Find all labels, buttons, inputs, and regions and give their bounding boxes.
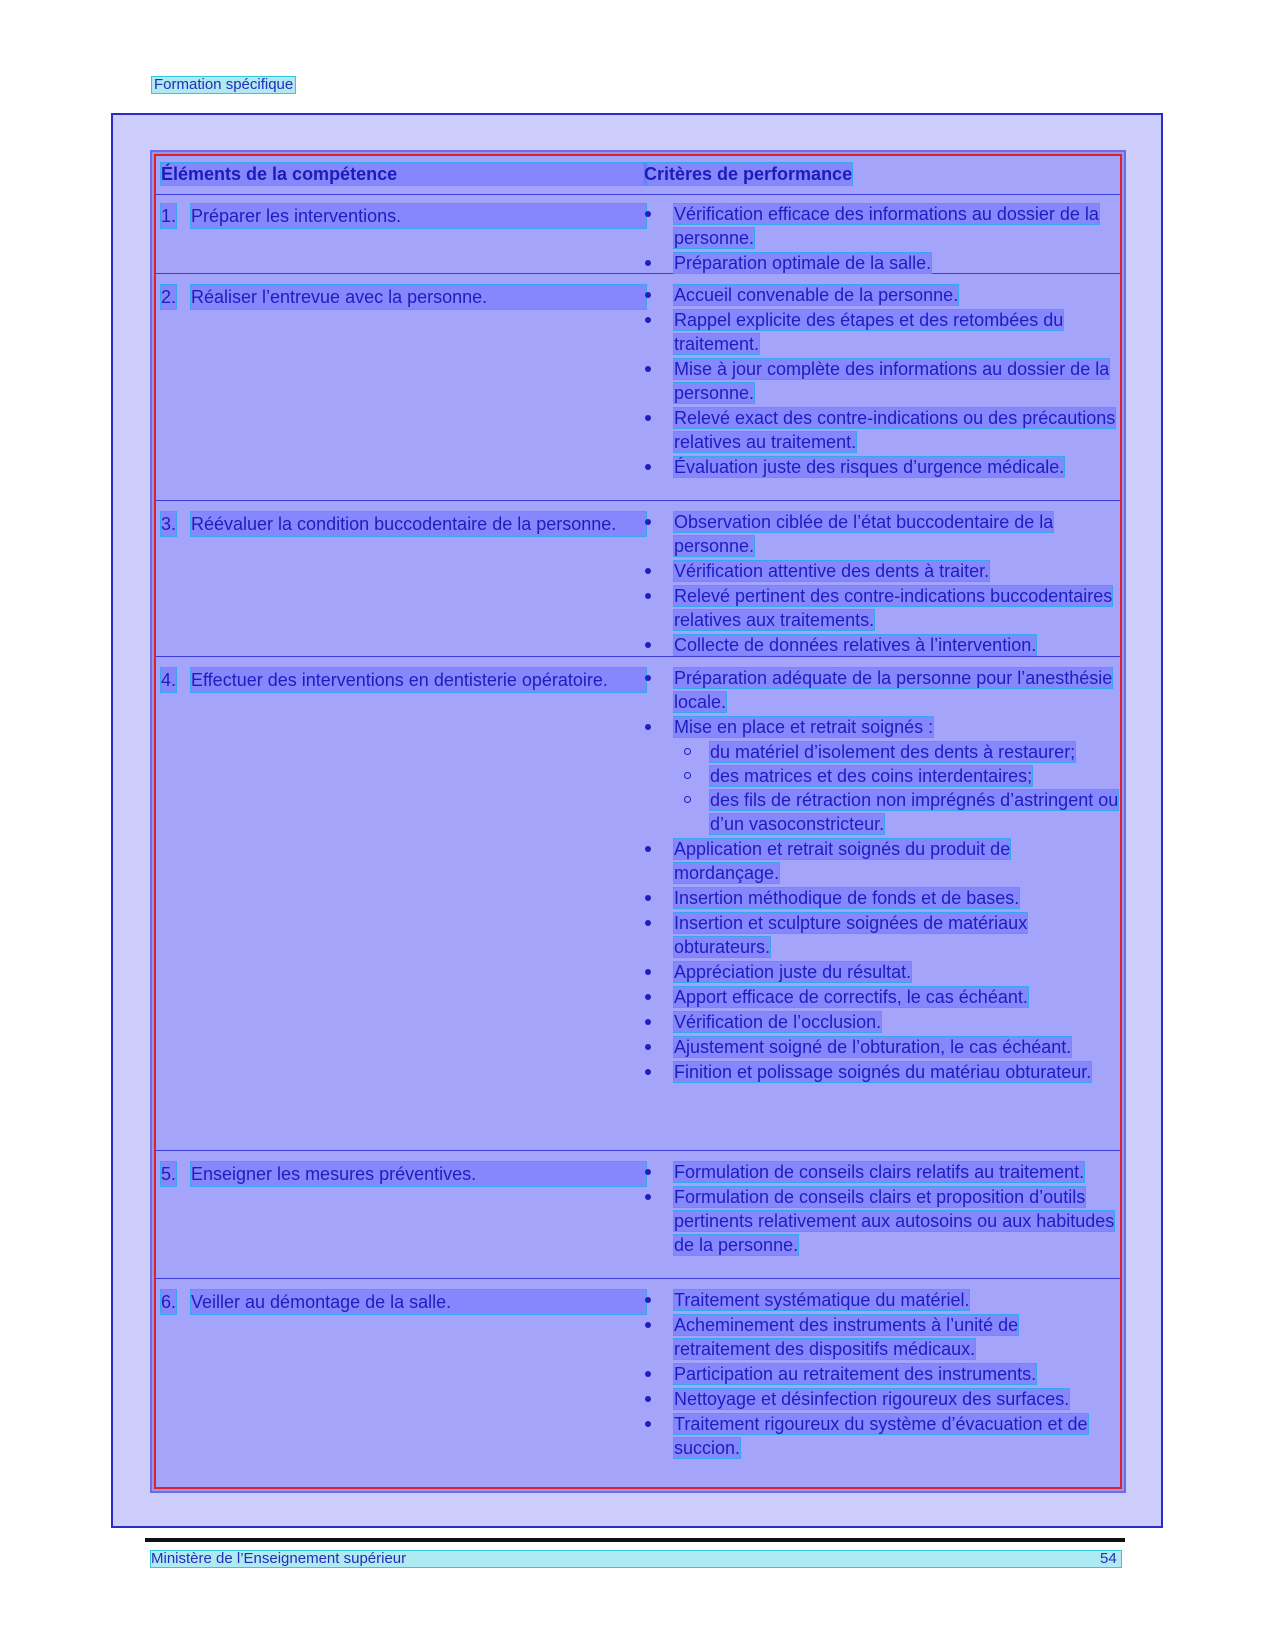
bullet-icon (645, 593, 651, 599)
table-row-1-element (161, 204, 646, 228)
bullet-icon (645, 1019, 651, 1025)
list-item: Insertion méthodique de fonds et de bases. (644, 886, 1119, 910)
list-item: Mise en place et retrait soignés : (644, 715, 1119, 739)
row-divider (156, 1150, 1120, 1151)
row-divider (156, 1278, 1120, 1279)
bullet-icon (645, 317, 651, 323)
list-item: Rappel explicite des étapes et des retombées du traitement. (644, 308, 1119, 356)
bullet-icon (645, 1194, 651, 1200)
circle-bullet-icon (684, 772, 691, 779)
table-row-3-element (161, 512, 646, 536)
list-item: Accueil convenable de la personne. (644, 283, 1119, 307)
row-divider (156, 500, 1120, 501)
list-item: Évaluation juste des risques d’urgence médicale. (644, 455, 1119, 479)
list-item: Ajustement soigné de l’obturation, le cas échéant. (644, 1035, 1119, 1059)
element-number: 6. (161, 1292, 177, 1312)
element-text: Enseigner les mesures préventives. (191, 1162, 646, 1186)
bullet-icon (645, 1421, 651, 1427)
element-text: Réaliser l’entrevue avec la personne. (191, 285, 646, 309)
list-item: Appréciation juste du résultat. (644, 960, 1119, 984)
bullet-icon (645, 1396, 651, 1402)
bullet-icon (645, 1044, 651, 1050)
bullet-icon (645, 1322, 651, 1328)
bullet-icon (645, 260, 651, 266)
element-text: Effectuer des interventions en dentisterie opératoire. (191, 668, 646, 692)
bullet-icon (645, 994, 651, 1000)
bullet-icon (645, 642, 651, 648)
bullet-icon (645, 568, 651, 574)
list-item: Traitement systématique du matériel. (644, 1288, 1119, 1312)
table-row-6-element (161, 1290, 646, 1314)
list-item: Préparation adéquate de la personne pour l’anesthésie locale. (644, 666, 1119, 714)
element-number: 3. (161, 514, 177, 534)
col-header-elements: Éléments de la compétence (161, 163, 646, 185)
bullet-icon (645, 1297, 651, 1303)
bullet-icon (645, 519, 651, 525)
list-item: Vérification de l’occlusion. (644, 1010, 1119, 1034)
list-item: Nettoyage et désinfection rigoureux des surfaces. (644, 1387, 1119, 1411)
bullet-icon (645, 292, 651, 298)
table-row-4-element (161, 668, 646, 692)
page-header-title: Formation spécifique (151, 76, 296, 94)
list-item: Insertion et sculpture soignées de matériaux obturateurs. (644, 911, 1119, 959)
table-row-3-criteria (644, 510, 1119, 658)
element-number: 1. (161, 206, 177, 226)
circle-bullet-icon (684, 748, 691, 755)
bullet-icon (645, 969, 651, 975)
row-divider (156, 194, 1120, 195)
list-item: Vérification attentive des dents à traiter. (644, 559, 1119, 583)
list-item: Observation ciblée de l’état buccodentaire de la personne. (644, 510, 1119, 558)
table-row-5-element (161, 1162, 646, 1186)
list-item: Relevé pertinent des contre-indications buccodentaires relatives aux traitements. (644, 584, 1119, 632)
list-item: Apport efficace de correctifs, le cas échéant. (644, 985, 1119, 1009)
list-item: Application et retrait soignés du produit de mordançage. (644, 837, 1119, 885)
bullet-icon (645, 211, 651, 217)
list-item: Formulation de conseils clairs et proposition d’outils pertinents relativement aux autosoins ou aux habitudes de la personne. (644, 1185, 1119, 1257)
bullet-icon (645, 846, 651, 852)
list-item: Participation au retraitement des instruments. (644, 1362, 1119, 1386)
bullet-icon (645, 366, 651, 372)
bullet-icon (645, 1371, 651, 1377)
list-item: Vérification efficace des informations au dossier de la personne. (644, 202, 1119, 250)
list-item: Préparation optimale de la salle. (644, 251, 1119, 275)
table-row-2-criteria (644, 283, 1119, 480)
bullet-icon (645, 895, 651, 901)
list-item: Traitement rigoureux du système d’évacuation et de succion. (644, 1412, 1119, 1460)
footer-divider (145, 1538, 1125, 1542)
sub-list-item: des matrices et des coins interdentaires; (644, 764, 1119, 788)
table-row-6-criteria (644, 1288, 1119, 1461)
bullet-icon (645, 675, 651, 681)
col-header-criteria: Critères de performance (644, 164, 853, 184)
bullet-icon (645, 724, 651, 730)
table-row-1-criteria (644, 202, 1119, 276)
sub-list-item: des fils de rétraction non imprégnés d’astringent ou d’un vasoconstricteur. (644, 788, 1119, 836)
list-item: Relevé exact des contre-indications ou des précautions relatives au traitement. (644, 406, 1119, 454)
footer-ministry: Ministère de l’Enseignement supérieur (151, 1550, 407, 1567)
bullet-icon (645, 415, 651, 421)
sub-list-item: du matériel d’isolement des dents à restaurer; (644, 740, 1119, 764)
bullet-icon (645, 464, 651, 470)
element-number: 5. (161, 1164, 177, 1184)
page-number: 54 (1100, 1550, 1117, 1567)
list-item: Mise à jour complète des informations au dossier de la personne. (644, 357, 1119, 405)
element-text: Réévaluer la condition buccodentaire de la personne. (191, 512, 646, 536)
element-text: Veiller au démontage de la salle. (191, 1290, 646, 1314)
element-text: Préparer les interventions. (191, 204, 646, 228)
list-item: Finition et polissage soignés du matériau obturateur. (644, 1060, 1119, 1084)
bullet-icon (645, 1169, 651, 1175)
list-item: Collecte de données relatives à l’intervention. (644, 633, 1119, 657)
table-row-2-element (161, 285, 646, 309)
element-number: 4. (161, 670, 177, 690)
table-row-4-criteria (644, 666, 1119, 1085)
table-row-5-criteria (644, 1160, 1119, 1258)
list-item: Formulation de conseils clairs relatifs au traitement. (644, 1160, 1119, 1184)
bullet-icon (645, 920, 651, 926)
circle-bullet-icon (684, 796, 691, 803)
bullet-icon (645, 1069, 651, 1075)
element-number: 2. (161, 287, 177, 307)
list-item: Acheminement des instruments à l’unité de retraitement des dispositifs médicaux. (644, 1313, 1119, 1361)
